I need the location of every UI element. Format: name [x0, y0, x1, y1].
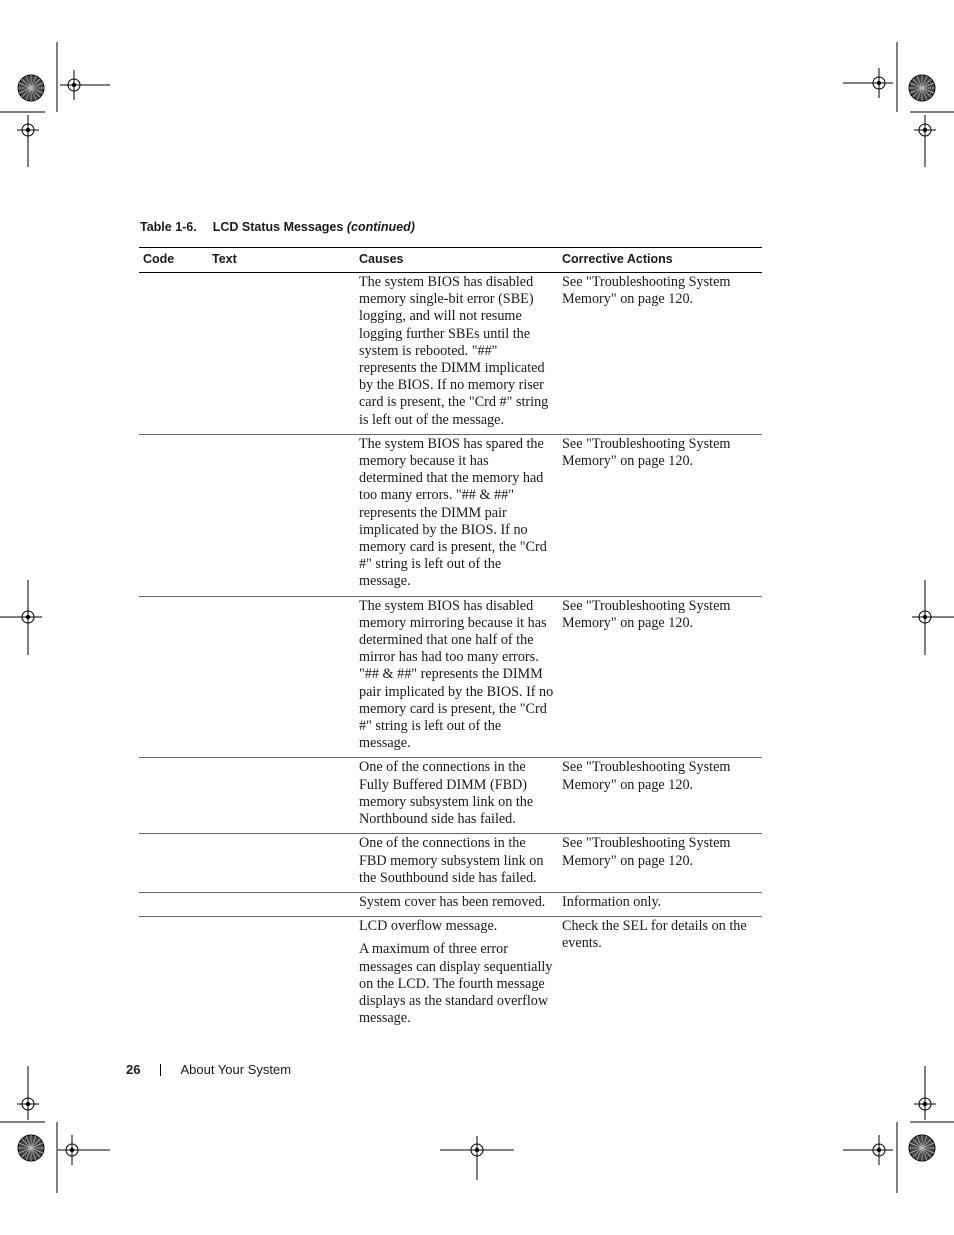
code-cell: [139, 917, 208, 1033]
actions-paragraph: See "Troubleshooting System Memory" on page 120.: [562, 835, 731, 869]
footer-divider: [160, 1064, 161, 1076]
column-header-actions: Corrective Actions: [558, 248, 762, 273]
text-cell: [208, 758, 355, 834]
causes-cell: [355, 273, 558, 435]
actions-cell: [558, 834, 762, 893]
causes-cell: [355, 834, 558, 893]
text-cell: [208, 273, 355, 435]
column-header-text: Text: [208, 248, 355, 273]
table-row: [139, 273, 762, 435]
causes-paragraph: The system BIOS has disabled memory mirroring because it has determined that one half of the mirror has had too many errors. "## & ##" represents the DIMM pair implicated by the BIOS. If no memory card is present, the "Crd #" string is left out of the message.: [359, 597, 554, 752]
text-cell: [208, 834, 355, 893]
text-cell: [208, 434, 355, 596]
table-caption: [140, 220, 415, 234]
actions-paragraph: See "Troubleshooting System Memory" on page 120.: [562, 759, 731, 793]
causes-cell: [355, 596, 558, 758]
actions-cell: [558, 758, 762, 834]
causes-paragraph: System cover has been removed.: [359, 893, 546, 910]
column-header-causes: Causes: [355, 248, 558, 273]
table-continued: (continued): [346, 220, 415, 234]
table-row: [139, 596, 762, 758]
causes-paragraph: LCD overflow message.: [359, 918, 498, 935]
page-number: 26: [126, 1062, 141, 1077]
text-cell: [208, 917, 355, 1033]
code-cell: [139, 434, 208, 596]
table-row: [139, 758, 762, 834]
causes-paragraph: The system BIOS has spared the memory because it has determined that the memory had too many errors. "## & ##" represents the DIMM pair implicated by the BIOS. If no memory card is present, the "Crd #" string is left out of the message.: [359, 435, 547, 590]
actions-cell: [558, 273, 762, 435]
actions-paragraph: See "Troubleshooting System Memory" on page 120.: [562, 274, 731, 308]
table-row: [139, 434, 762, 596]
code-cell: [139, 273, 208, 435]
code-cell: [139, 834, 208, 893]
causes-cell: [355, 892, 558, 916]
column-header-code: Code: [139, 248, 208, 273]
code-cell: [139, 596, 208, 758]
causes-cell: [355, 758, 558, 834]
actions-cell: [558, 917, 762, 1033]
causes-cell: [355, 917, 558, 1033]
table-row: [139, 834, 762, 893]
causes-paragraph: One of the connections in the Fully Buffered DIMM (FBD) memory subsystem link on the Northbound side has failed.: [359, 759, 534, 828]
table-number: Table 1-6.: [140, 220, 197, 234]
actions-paragraph: Information only.: [562, 893, 662, 910]
actions-paragraph: Check the SEL for details on the events.: [562, 918, 747, 952]
code-cell: [139, 892, 208, 916]
causes-paragraph: The system BIOS has disabled memory single-bit error (SBE) logging, and will not resume logging further SBEs until the system is rebooted. "##" represents the DIMM implicated by the BIOS. If no memory riser card is present, the "Crd #" string is left out of the message.: [359, 274, 549, 428]
actions-paragraph: See "Troubleshooting System Memory" on page 120.: [562, 435, 731, 470]
text-cell: [208, 596, 355, 758]
table-row: [139, 917, 762, 1033]
table-row: [139, 892, 762, 916]
table-title: LCD Status Messages: [212, 220, 344, 234]
text-cell: [208, 892, 355, 916]
actions-paragraph: See "Troubleshooting System Memory" on page 120.: [562, 597, 731, 631]
causes-paragraph: A maximum of three error messages can display sequentially on the LCD. The fourth message displays as the standard overflow message.: [359, 941, 553, 1027]
code-cell: [139, 758, 208, 834]
causes-paragraph: One of the connections in the FBD memory subsystem link on the Southbound side has failed.: [359, 835, 544, 886]
lcd-status-table: [139, 247, 762, 1032]
table-header-row: [139, 248, 762, 273]
footer-section-title: About Your System: [180, 1062, 292, 1077]
actions-cell: [558, 596, 762, 758]
page-footer: [126, 1062, 291, 1077]
causes-cell: [355, 434, 558, 596]
actions-cell: [558, 434, 762, 596]
actions-cell: [558, 892, 762, 916]
